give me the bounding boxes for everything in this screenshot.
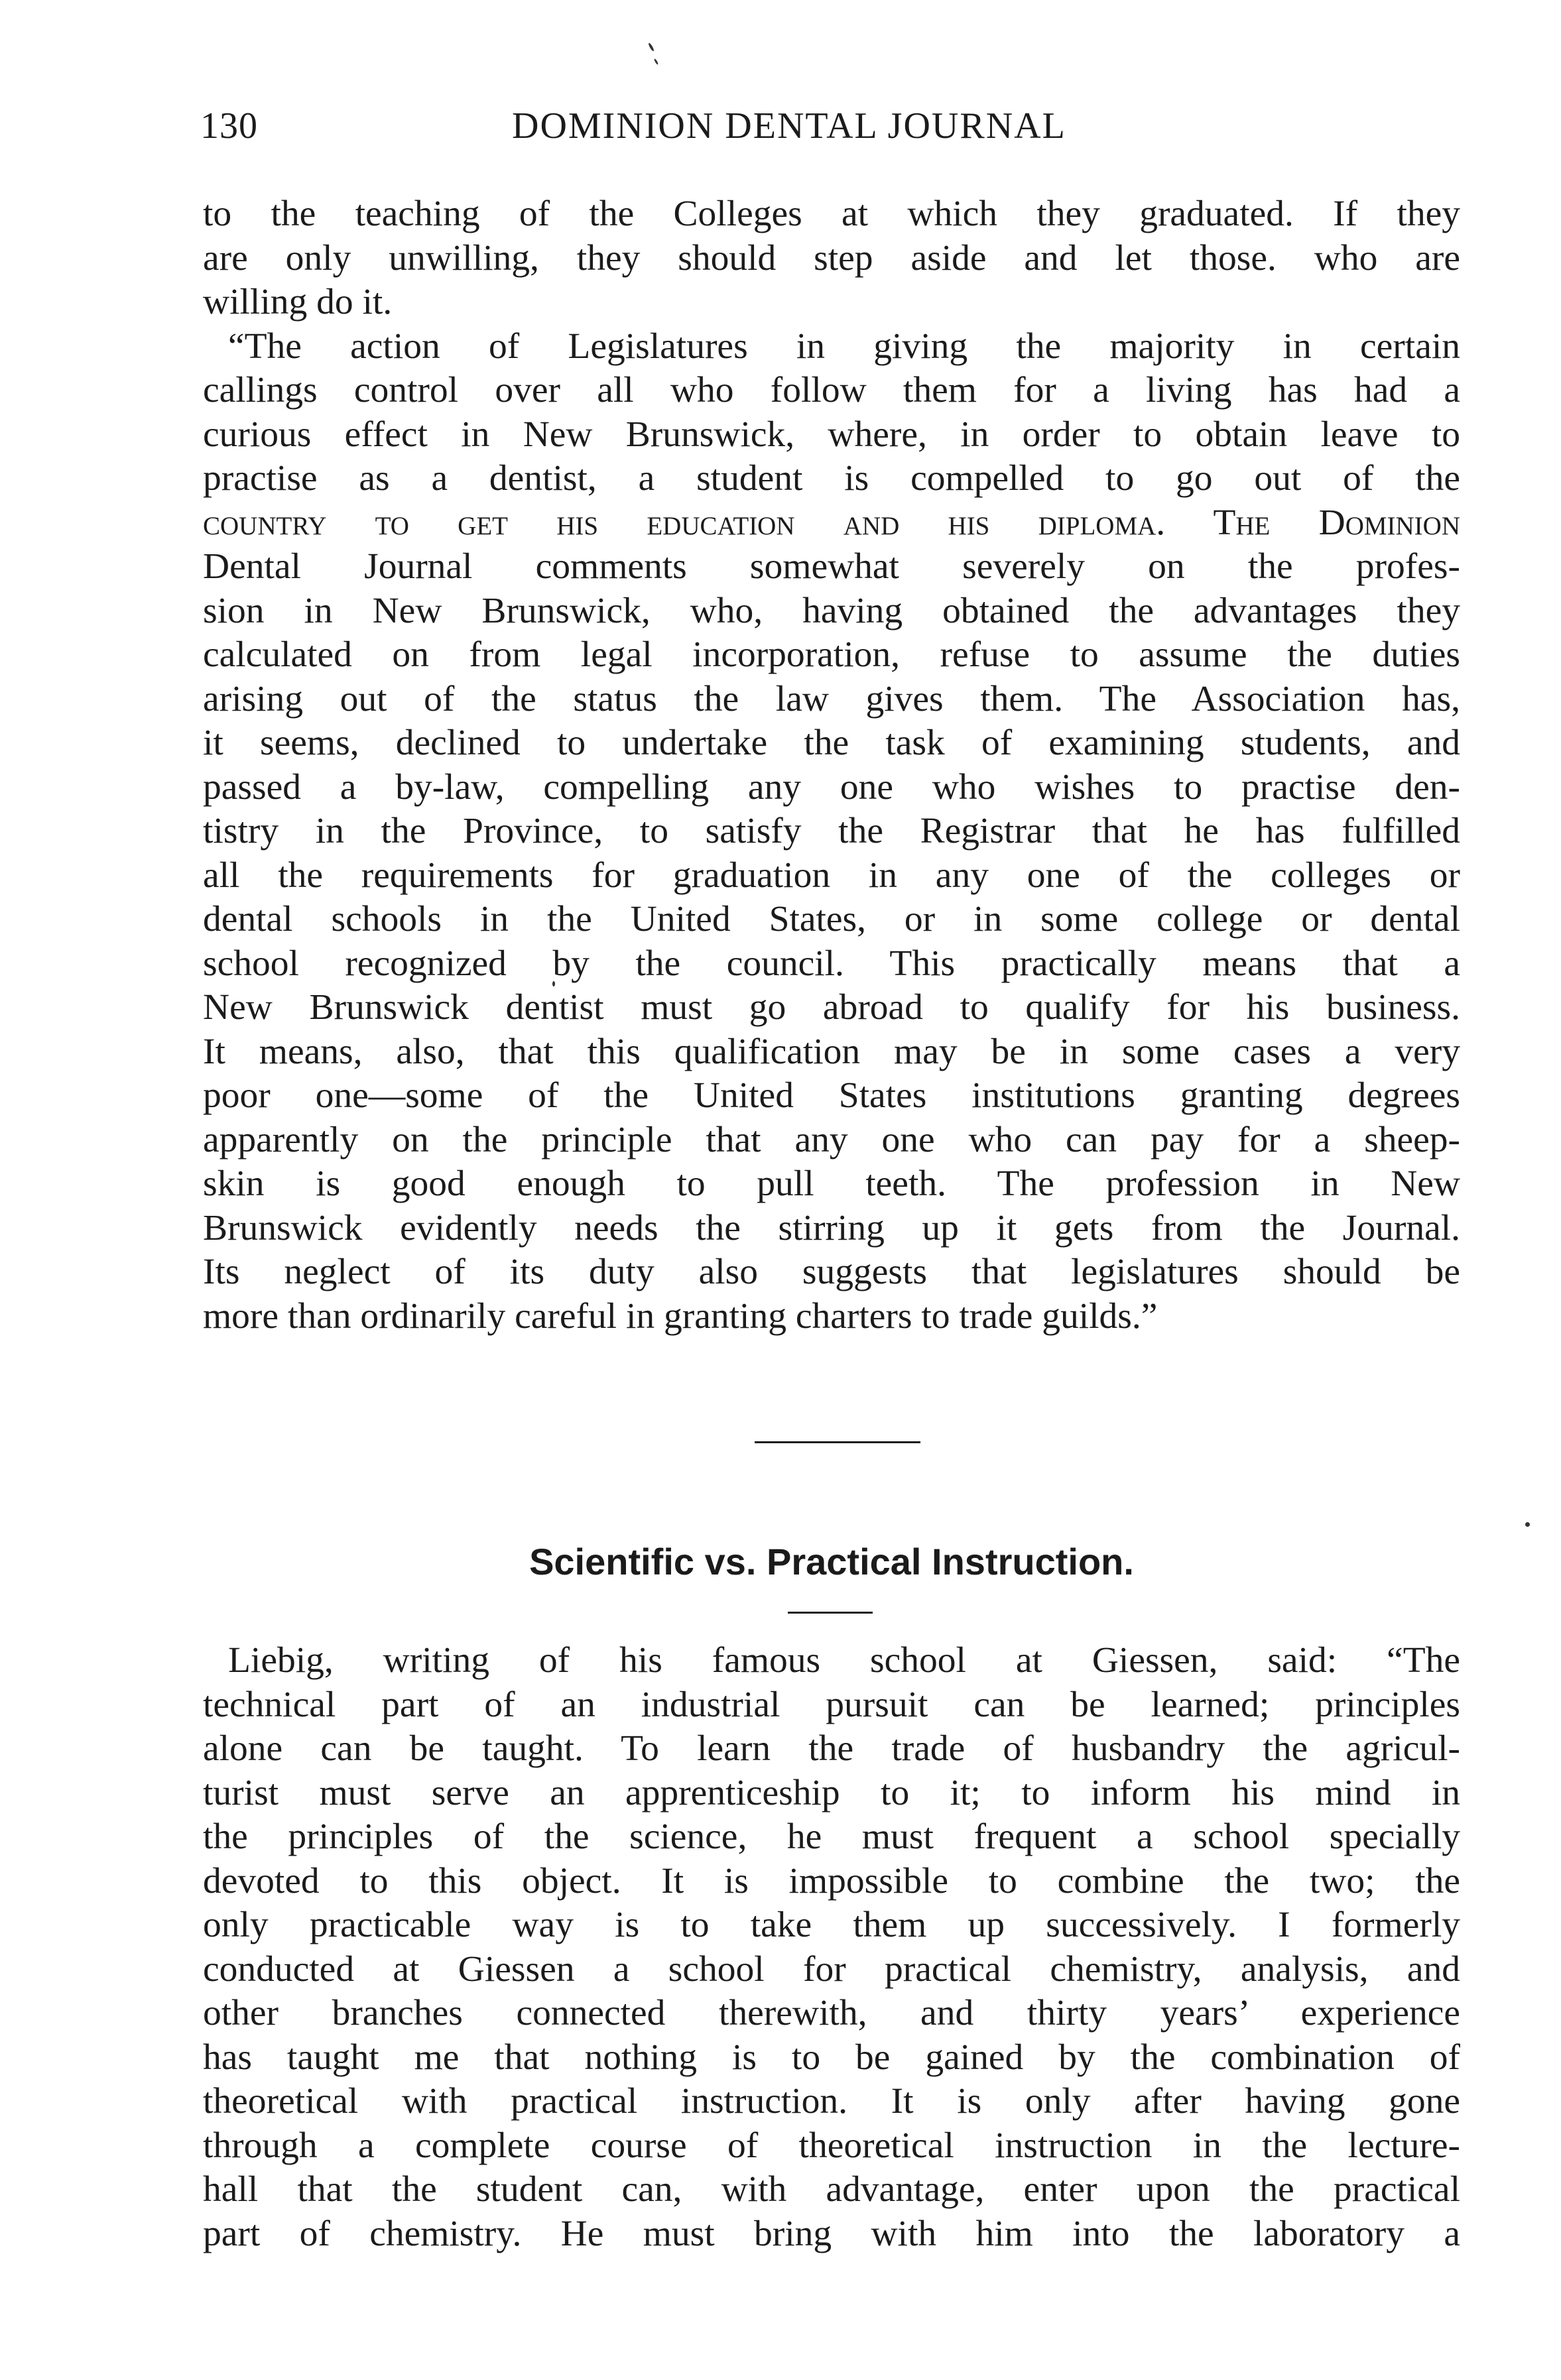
text-line: passed a by-law, compelling any one who wishes to practise den-: [203, 766, 1460, 807]
print-speck: [1525, 1522, 1530, 1527]
text-line: are only unwilling, they should step aside and let those. who are: [203, 237, 1460, 278]
text-line: all the requirements for graduation in any one of the colleges or: [203, 855, 1460, 896]
text-line: New Brunswick dentist must go abroad to qualify for his business.: [203, 987, 1460, 1028]
text-line: callings control over all who follow them for a living has had a: [203, 370, 1460, 410]
text-line: It means, also, that this qualification may be in some cases a very: [203, 1031, 1460, 1072]
heading-underline-rule: [788, 1612, 873, 1614]
text-line: devoted to this object. It is impossible to combine the two; the: [203, 1860, 1460, 1901]
text-line: alone can be taught. To learn the trade of husbandry the agricul-: [203, 1728, 1460, 1769]
text-line: only practicable way is to take them up successively. I formerly: [203, 1905, 1460, 1945]
text-line: tistry in the Province, to satisfy the Registrar that he has fulfilled: [203, 811, 1460, 851]
text-line: it seems, declined to undertake the task of examining students, and: [203, 723, 1460, 763]
text-line: theoretical with practical instruction. It is only after having gone: [203, 2081, 1460, 2121]
text-line: willing do it.: [203, 282, 393, 322]
text-line: poor one—some of the United States institutions granting degrees: [203, 1075, 1460, 1116]
running-head: [200, 99, 1460, 152]
page-number: 130: [200, 105, 258, 147]
text-line: calculated on from legal incorporation, refuse to assume the duties: [203, 634, 1460, 675]
journal-title: DOMINION DENTAL JOURNAL: [512, 105, 1066, 147]
text-line: Liebig, writing of his famous school at Giessen, said: “The: [228, 1640, 1460, 1681]
text-line: country to get his education and his diploma. The Dominion: [203, 502, 1460, 543]
section-heading: Scientific vs. Practical Instruction.: [529, 1541, 1134, 1582]
text-line: hall that the student can, with advantage, enter upon the practical: [203, 2169, 1460, 2210]
text-line: has taught me that nothing is to be gained by the combination of: [203, 2037, 1460, 2078]
text-line: “The action of Legislatures in giving the majority in certain: [228, 326, 1460, 367]
text-line: practise as a dentist, a student is compelled to go out of the: [203, 458, 1460, 499]
text-line: Brunswick evidently needs the stirring up it gets from the Journal.: [203, 1207, 1460, 1248]
text-line: conducted at Giessen a school for practical chemistry, analysis, and: [203, 1948, 1460, 1990]
text-line: skin is good enough to pull teeth. The profession in New: [203, 1163, 1460, 1204]
text-line: sion in New Brunswick, who, having obtained the advantages they: [203, 590, 1460, 631]
article-body-quoted-editorial: [203, 192, 1460, 1339]
text-line: arising out of the status the law gives them. The Association has,: [203, 678, 1460, 719]
print-speck: [654, 58, 659, 65]
text-line: the principles of the science, he must frequent a school specially: [203, 1816, 1460, 1857]
text-line: curious effect in New Brunswick, where, in order to obtain leave to: [203, 414, 1460, 455]
text-line: dental schools in the United States, or in some college or dental: [203, 899, 1460, 939]
text-line: Dental Journal comments somewhat severely on the profes-: [203, 546, 1460, 587]
print-speck: [648, 42, 655, 52]
text-line: other branches connected therewith, and thirty years’ experience: [203, 1993, 1460, 2033]
text-line: through a complete course of theoretical instruction in the lecture-: [203, 2125, 1460, 2166]
text-line: technical part of an industrial pursuit can be learned; principles: [203, 1684, 1460, 1725]
section-divider-rule: [755, 1441, 920, 1443]
text-line: part of chemistry. He must bring with him into the laboratory a: [203, 2213, 1460, 2254]
text-line: more than ordinarily careful in granting charters to trade guilds.”: [203, 1295, 1158, 1337]
article-body-liebig: [203, 1639, 1460, 2256]
text-line: to the teaching of the Colleges at which they graduated. If they: [203, 194, 1460, 234]
text-line: apparently on the principle that any one who can pay for a sheep-: [203, 1119, 1460, 1160]
text-line: school recognized by the council. This practically means that a: [203, 943, 1460, 984]
text-line: turist must serve an apprenticeship to it; to inform his mind in: [203, 1772, 1460, 1813]
text-line: Its neglect of its duty also suggests that legislatures should be: [203, 1252, 1460, 1292]
